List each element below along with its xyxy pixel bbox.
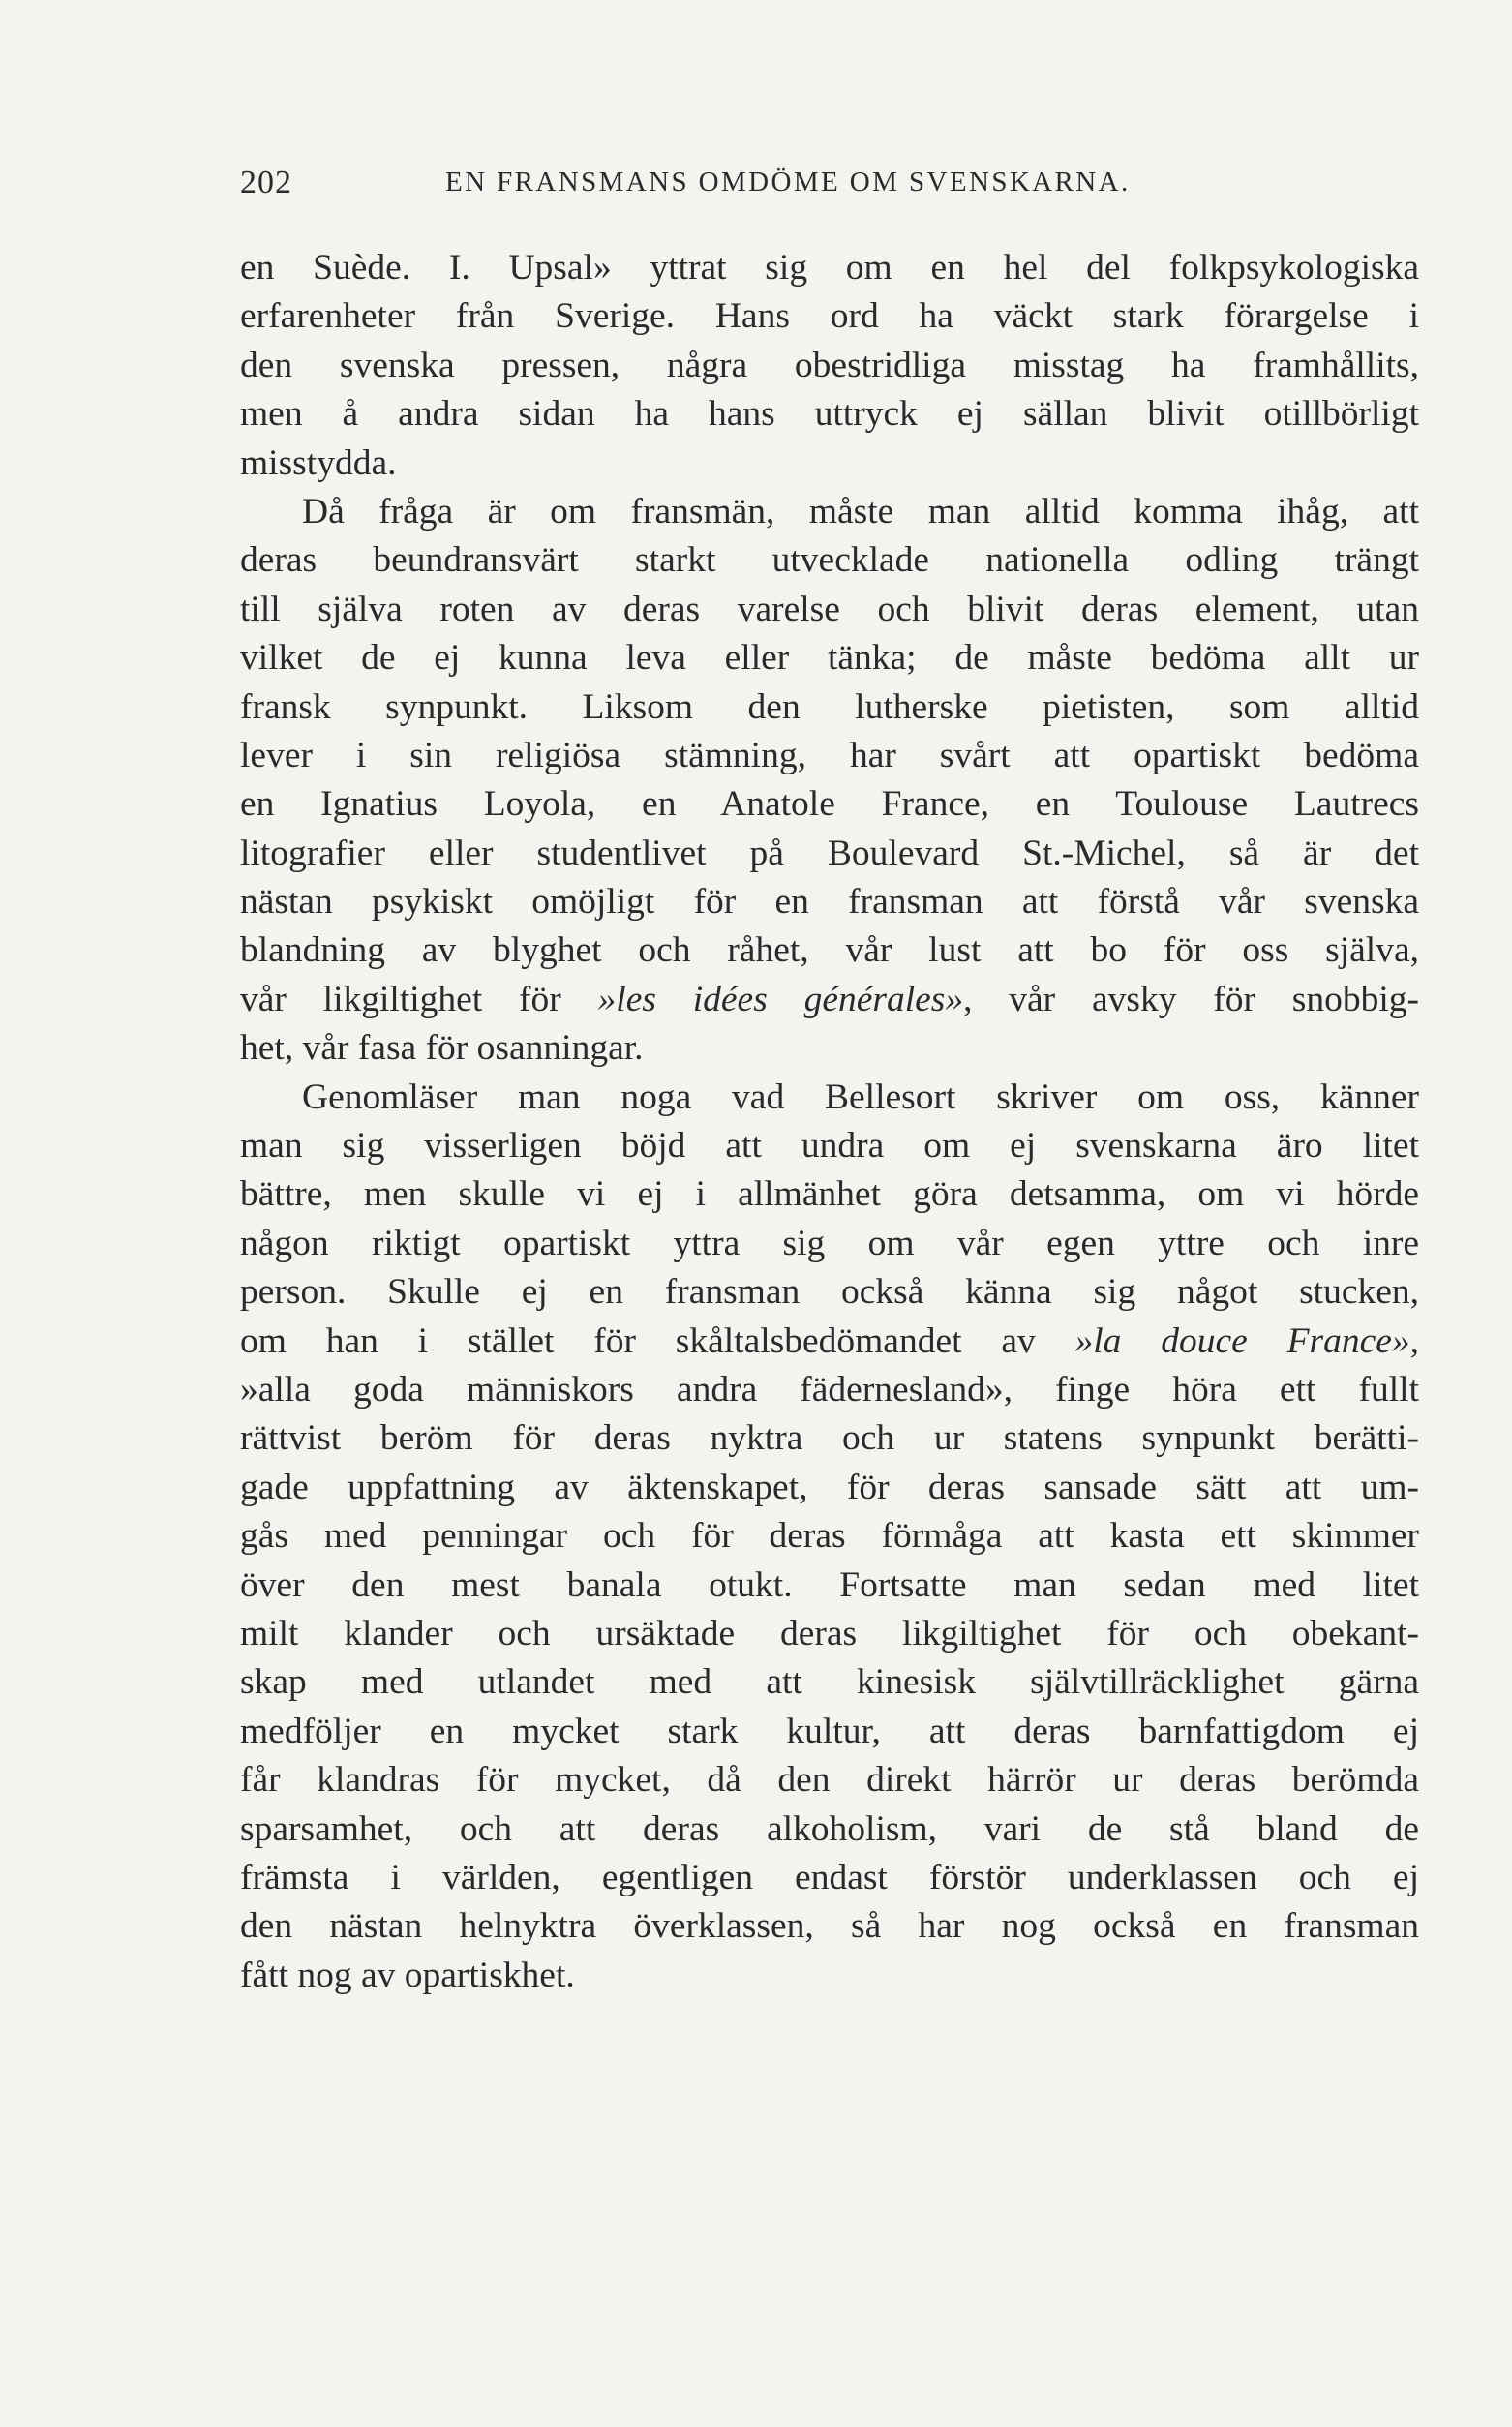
text-line: erfarenheter från Sverige. Hans ord ha väckt stark förargelse i <box>240 296 1419 337</box>
text-line: främsta i världen, egentligen endast förstör underklassen och ej <box>240 1857 1419 1897</box>
text-run: , <box>1409 1320 1419 1361</box>
text-line: lever i sin religiösa stämning, har svårt att opartiskt bedöma <box>240 735 1419 775</box>
running-title: EN FRANSMANS OMDÖME OM SVENSKARNA. <box>445 167 1131 197</box>
text-line: misstydda. <box>240 442 397 483</box>
text-run: om han i stället för skåltalsbedömandet av <box>240 1320 1075 1361</box>
text-line: rättvist beröm för deras nyktra och ur statens synpunkt berätti- <box>240 1418 1419 1459</box>
text-line: medföljer en mycket stark kultur, att deras barnfattigdom ej <box>240 1711 1419 1751</box>
text-line: någon riktigt opartiskt yttra sig om vår egen yttre och inre <box>240 1223 1419 1263</box>
text-line: över den mest banala otukt. Fortsatte man sedan med litet <box>240 1564 1419 1605</box>
text-line: får klandras för mycket, då den direkt härrör ur deras berömda <box>240 1760 1419 1801</box>
text-line: nästan psykiskt omöjligt för en fransman att förstå vår svenska <box>240 882 1419 923</box>
text-line: blandning av blyghet och råhet, vår lust att bo för oss själva, <box>240 930 1419 971</box>
italic-quote: »les idées générales» <box>597 979 964 1019</box>
text-line: en Ignatius Loyola, en Anatole France, en Toulouse Lautrecs <box>240 784 1419 825</box>
text-line: den nästan helnyktra överklassen, så har nog också en fransman <box>240 1906 1419 1947</box>
text-line: gås med penningar och för deras förmåga att kasta ett skimmer <box>240 1516 1419 1557</box>
text-line: litografier eller studentlivet på Boulevard St.-Michel, så är det <box>240 833 1419 873</box>
text-line: men å andra sidan ha hans uttryck ej sällan blivit otillbörligt <box>240 394 1419 435</box>
text-line: het, vår fasa för osanningar. <box>240 1028 644 1069</box>
text-line: gade uppfattning av äktenskapet, för deras sansade sätt att um- <box>240 1467 1419 1507</box>
text-line: vilket de ej kunna leva eller tänka; de måste bedöma allt ur <box>240 638 1419 679</box>
text-line: person. Skulle ej en fransman också känna sig något stucken, <box>240 1272 1419 1313</box>
text-line: bättre, men skulle vi ej i allmänhet göra detsamma, om vi hörde <box>240 1174 1419 1215</box>
text-line: fått nog av opartiskhet. <box>240 1955 575 1995</box>
text-line: fransk synpunkt. Liksom den lutherske pietisten, som alltid <box>240 686 1419 727</box>
text-line: till själva roten av deras varelse och blivit deras element, utan <box>240 589 1419 629</box>
text-run: vår likgiltighet för <box>240 979 598 1019</box>
text-run: , vår avsky för snobbig- <box>963 979 1419 1019</box>
text-line: »alla goda människors andra fädernesland», finge höra ett fullt <box>240 1369 1419 1410</box>
page-number: 202 <box>240 165 292 200</box>
text-line: man sig visserligen böjd att undra om ej svenskarna äro litet <box>240 1126 1419 1167</box>
italic-quote: »la douce France» <box>1074 1320 1410 1361</box>
text-line <box>240 1318 1419 1366</box>
text-line <box>240 976 1419 1024</box>
page-header <box>240 165 1218 213</box>
text-line: milt klander och ursäktade deras likgiltighet för och obekant- <box>240 1613 1419 1653</box>
text-line: den svenska pressen, några obestridliga misstag ha framhållits, <box>240 345 1419 385</box>
text-line: skap med utlandet med att kinesisk självtillräcklighet gärna <box>240 1662 1419 1703</box>
paragraph-start-line: Då fråga är om fransmän, måste man alltid komma ihåg, att <box>302 491 1419 531</box>
body-text <box>240 244 1419 2000</box>
text-line: sparsamhet, och att deras alkoholism, vari de stå bland de <box>240 1808 1419 1849</box>
paragraph-start-line: Genomläser man noga vad Bellesort skriver om oss, känner <box>302 1077 1419 1117</box>
text-line: deras beundransvärt starkt utvecklade nationella odling trängt <box>240 540 1419 581</box>
text-line: en Suède. I. Upsal» yttrat sig om en hel del folkpsykologiska <box>240 248 1419 288</box>
